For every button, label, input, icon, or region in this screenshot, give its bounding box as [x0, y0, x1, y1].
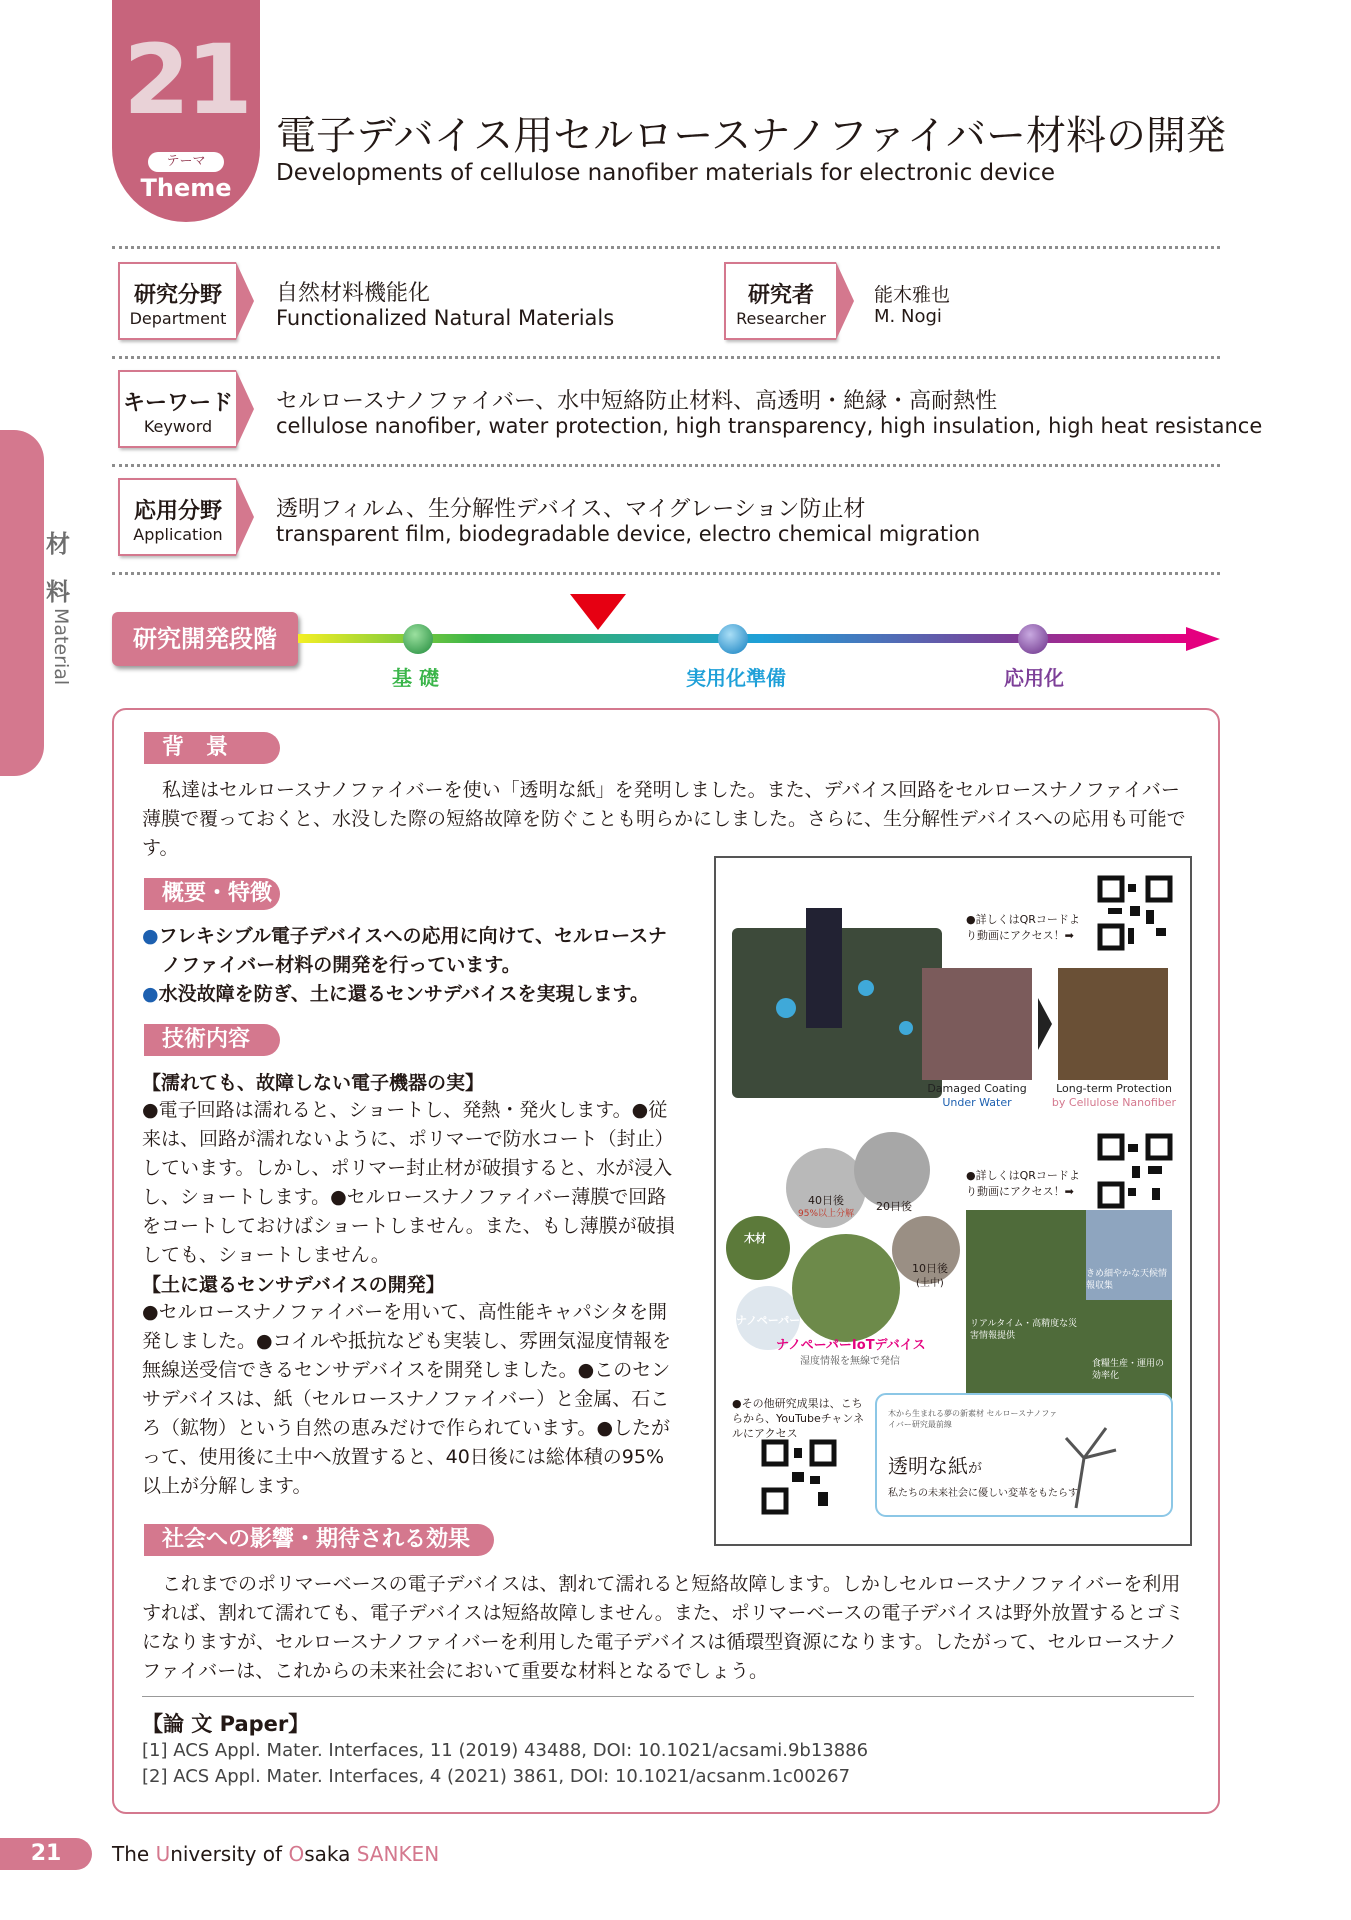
qr-note-1: ●詳しくはQRコードより動画にアクセス！➡	[966, 913, 1080, 942]
device-probe	[806, 908, 842, 1028]
stage-step-basic: 基 礎	[392, 666, 439, 690]
research-figure	[714, 856, 1192, 1546]
keyword-label-en: Keyword	[143, 417, 213, 436]
keyword-label-jp: キーワード	[122, 391, 233, 416]
side-char-2: 料	[46, 578, 70, 606]
day10-sub: (土中)	[916, 1278, 944, 1289]
qr-note-2: ●詳しくはQRコードより動画にアクセス！➡	[966, 1169, 1080, 1198]
impact-heading: 社会への影響・期待される効果	[144, 1524, 494, 1556]
damaged-label-2: Under Water	[942, 1096, 1012, 1109]
youtube-note: ●その他研究成果は、こちらから、YouTubeチャンネルにアクセス	[732, 1397, 865, 1440]
keyword-value-en: cellulose nanofiber, water protection, high transparency, high insulation, high heat resistance	[276, 414, 1263, 438]
researcher-name-jp: 能木雅也	[874, 284, 951, 306]
nanopaper-label: ナノペーパー	[736, 1314, 801, 1327]
tech-text-1: ●電子回路は濡れると、ショートし、発熱・発火します。●従来は、回路が濡れないように、ポリマーで防水コート（封止）しています。しかし、ポリマー封止材が破損すると、水が浸入し、ショートします。●セルロースナノファイバー薄膜で回路をコートしておけばショートしません。また、もし薄膜が破損しても、ショートしません。	[142, 1099, 675, 1266]
day40-sub: 95%以上分解	[798, 1209, 855, 1219]
damaged-coating-photo	[922, 968, 1032, 1080]
divider	[112, 246, 1220, 249]
footer-niversity: niversity of	[170, 1842, 289, 1866]
page-title: 電子デバイス用セルロースナノファイバー材料の開発	[276, 113, 1226, 159]
wood-label: 木材	[744, 1232, 766, 1245]
overview-heading: 概要・特徴	[144, 878, 280, 910]
arrow-icon	[1038, 998, 1052, 1050]
bullet-icon: ●	[142, 983, 159, 1005]
damaged-label-1: Damaged Coating	[927, 1082, 1027, 1095]
paper-divider	[142, 1696, 1194, 1697]
footer-u: U	[155, 1842, 171, 1866]
application-label-en: Application	[133, 525, 223, 544]
overview-item-1-text: フレキシブル電子デバイスへの応用に向けて、セルロースナノファイバー材料の開発を行っています。	[158, 925, 667, 976]
qr-code-icon	[1100, 878, 1170, 948]
side-char-1: 材	[46, 530, 70, 558]
tech-subheading-1: 【濡れても、故障しない電子機器の実】	[142, 1072, 485, 1094]
paper-ref-1: [1] ACS Appl. Mater. Interfaces, 11 (2019) 43488, DOI: 10.1021/acsami.9b13886	[142, 1740, 869, 1761]
stage-step-practical: 実用化準備	[686, 666, 786, 690]
footer-o: O	[288, 1842, 305, 1866]
background-text: 私達はセルロースナノファイバーを使い「透明な紙」を発明しました。また、デバイス回路をセルロースナノファイバー薄膜で覆っておくと、水没した際の短絡故障を防ぐことも明らかにしました。さらに、生分解性デバイスへの応用も可能です。	[142, 779, 1186, 859]
overview-item-2-text: 水没故障を防ぎ、土に還るセンサデバイスを実現します。	[158, 983, 649, 1005]
footer-saka: saka	[304, 1842, 357, 1866]
protected-photo	[1058, 968, 1168, 1080]
stage-arrow-head	[1186, 627, 1220, 651]
theme-tema-label: テーマ	[148, 152, 224, 172]
department-value-en: Functionalized Natural Materials	[276, 306, 615, 330]
researcher-label-jp: 研究者	[747, 283, 814, 308]
department-label-en: Department	[129, 309, 227, 328]
background-heading: 背 景	[144, 732, 280, 764]
researcher-label-en: Researcher	[736, 309, 826, 328]
photo-caption-c: 食糧生産・運用の効率化	[1092, 1359, 1165, 1381]
stage-step-applied: 応用化	[1004, 666, 1064, 690]
protected-label-2: by Cellulose Nanofiber	[1051, 1096, 1177, 1109]
stage-dot-basic	[403, 624, 433, 654]
department-label-jp: 研究分野	[133, 283, 222, 308]
stage-marker	[570, 594, 626, 630]
banner-title	[888, 1450, 982, 1479]
theme-number: 21	[123, 24, 249, 136]
iot-sub: 湿度情報を無線で発信	[800, 1356, 900, 1367]
tech-text-2: ●セルロースナノファイバーを用いて、高性能キャパシタを開発しました。●コイルや抵抗なども実装し、雰囲気湿度情報を無線送受信できるセンサデバイスを開発しました。●このセンサデバイスは、紙（セルロースナノファイバー）と金属、石ころ（鉱物）という自然の恵みだけで作られています。●したがって、使用後に土中へ放置すると、40日後には総体積の95%以上が分解します。	[142, 1301, 672, 1497]
footer-institution	[112, 1842, 439, 1866]
paper-ref-2: [2] ACS Appl. Mater. Interfaces, 4 (2021) 3861, DOI: 10.1021/acsanm.1c00267	[142, 1766, 851, 1787]
department-value-jp: 自然材料機能化	[276, 281, 431, 306]
stage-dot-applied	[1018, 624, 1048, 654]
keyword-value-jp: セルロースナノファイバー、水中短絡防止材料、高透明・絶縁・高耐熱性	[276, 389, 998, 414]
papers-heading: 【論 文 Paper】	[142, 1712, 310, 1736]
banner-sub: 私たちの未来社会に優しい変革をもたらす	[888, 1488, 1078, 1499]
banner-small: 木から生まれる夢の新素材 セルロースナノファイバー研究最前線	[888, 1409, 1058, 1429]
application-value-jp: 透明フィルム、生分解性デバイス、マイグレーション防止材	[276, 497, 866, 522]
application-label-jp: 応用分野	[133, 499, 222, 524]
application-label-arrow	[236, 478, 254, 556]
page-subtitle: Developments of cellulose nanofiber materials for electronic device	[276, 160, 1056, 186]
side-tab	[0, 430, 44, 776]
divider	[112, 464, 1220, 467]
impact-text: これまでのポリマーベースの電子デバイスは、割れて濡れると短絡故障します。しかしセルロースナノファイバーを利用すれば、割れて濡れても、電子デバイスは短絡故障しません。また、ポリマーベースの電子デバイスは野外放置するとゴミになりますが、セルロースナノファイバーを利用した電子デバイスは循環型資源になります。したがって、セルロースナノファイバーは、これからの未来社会において重要な材料となるでしょう。	[142, 1573, 1185, 1682]
footer-sanken: SANKEN	[356, 1842, 440, 1866]
researcher-label-box	[724, 262, 836, 340]
department-label-box	[118, 262, 236, 340]
stage-dot-practical	[718, 624, 748, 654]
photo-caption-b: リアルタイム・高精度な災害情報提供	[970, 1319, 1078, 1341]
tech-subheading-2: 【土に還るセンサデバイスの開発】	[142, 1274, 445, 1296]
wood-photo	[726, 1216, 790, 1280]
keyword-label-arrow	[236, 370, 254, 448]
iot-device-photo	[792, 1234, 900, 1342]
figure-graphics	[716, 858, 1190, 1544]
researcher-name-en: M. Nogi	[874, 306, 942, 327]
day10-label: 10日後	[912, 1262, 948, 1275]
iot-label: ナノペーパーIoTデバイス	[776, 1338, 926, 1353]
photo-caption-a: きめ細やかな天候情報収集	[1086, 1269, 1168, 1291]
day40-label: 40日後	[808, 1194, 844, 1207]
overview-item-2	[142, 980, 682, 1009]
bullet-icon: ●	[142, 925, 159, 947]
overview-item-1	[142, 922, 682, 980]
department-label-arrow	[236, 262, 254, 340]
side-label-en: Material	[50, 608, 72, 686]
application-value-en: transparent film, biodegradable device, electro chemical migration	[276, 522, 981, 546]
page-number: 21	[0, 1838, 92, 1870]
day20-label: 20日後	[876, 1200, 912, 1213]
footer-the: The	[112, 1842, 156, 1866]
stage-label: 研究開発段階	[112, 612, 298, 666]
day20-photo	[854, 1132, 930, 1208]
banner-title-tail: が	[968, 1461, 982, 1477]
theme-label: Theme	[140, 174, 232, 202]
tech-heading: 技術内容	[144, 1024, 280, 1056]
keyword-label-box	[118, 370, 236, 448]
researcher-label-arrow	[836, 262, 854, 340]
divider	[112, 572, 1220, 575]
banner-title-main: 透明な紙	[888, 1454, 968, 1478]
protected-label-1: Long-term Protection	[1056, 1082, 1172, 1095]
application-label-box	[118, 478, 236, 556]
divider	[112, 356, 1220, 359]
